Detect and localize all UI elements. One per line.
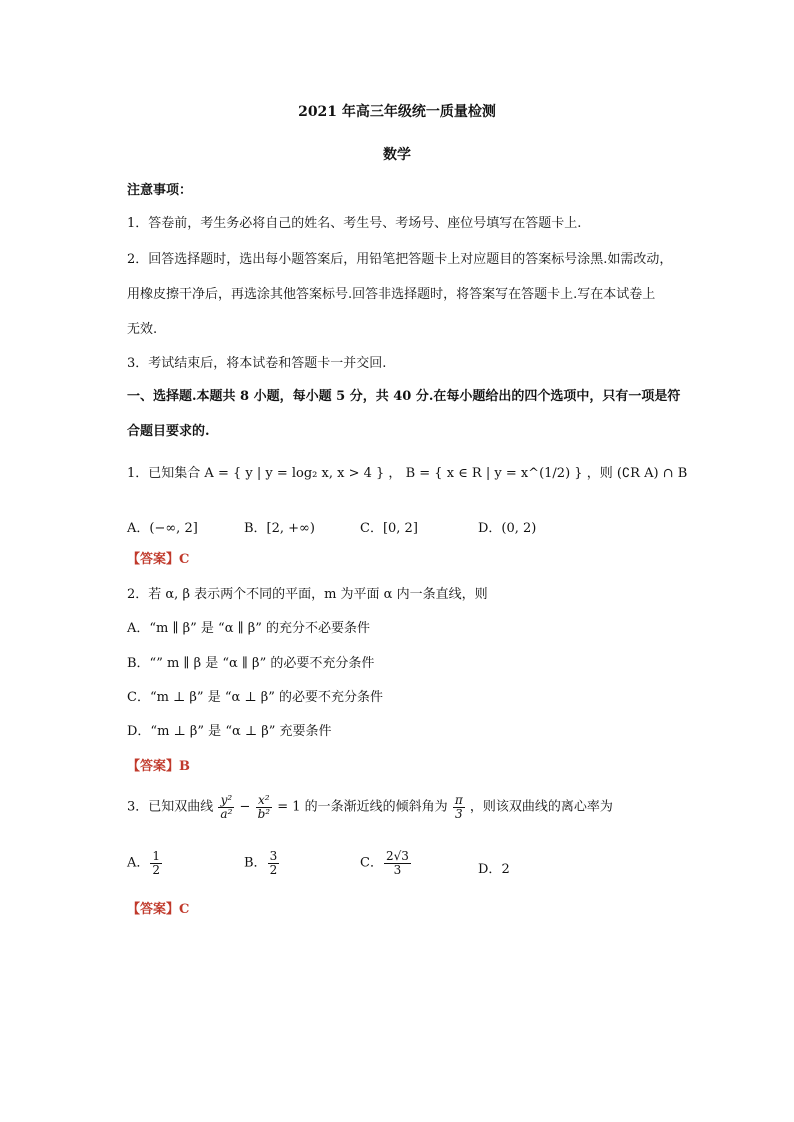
answer-value: B <box>179 759 191 774</box>
question-2-answer <box>127 759 190 775</box>
notice-item-2-line-3: 无效. <box>127 322 158 337</box>
question-1-stem: 1．已知集合 A = { y | y = log₂ x, x > 4 } ， B = { x ∈ R | y = x^(1/2) } ，则 (∁R A) ∩ B <box>127 466 688 481</box>
angle-pi-over-3: $\frac{\pi}{3}$ <box>454 793 463 821</box>
question-1-option-b: B．[2, +∞) <box>244 521 315 536</box>
question-3-prefix: 3．已知双曲线 <box>127 799 214 815</box>
notice-heading: 注意事项： <box>127 183 193 198</box>
exam-title: 2021 年高三年级统一质量检测 <box>298 104 496 120</box>
question-2-option-d: D．“m ⊥ β” 是 “α ⊥ β” 充要条件 <box>127 724 332 739</box>
question-1-set-a: A = { y | y = log₂ x, x > 4 } <box>204 466 385 481</box>
question-3-middle: 的一条渐近线的倾斜角为 <box>304 799 448 815</box>
section-1-line-1: 一、选择题.本题共 8 小题，每小题 5 分，共 40 分.在每小题给出的四个选项中，只有一项是符 <box>127 389 681 404</box>
question-1-prefix: 1．已知集合 <box>127 466 201 481</box>
notice-item-2-line-1: 2．回答选择题时，选出每小题答案后，用铅笔把答题卡上对应题目的答案标号涂黑.如需改动， <box>127 252 673 267</box>
question-1-option-a: A．(−∞, 2] <box>127 521 198 536</box>
question-1-option-c: C．[0, 2] <box>360 521 418 536</box>
question-1-answer <box>127 552 189 568</box>
question-3-option-d: D．2 <box>478 862 510 877</box>
question-3-stem: 3．已知双曲线 $\frac{\text{y²}}{\text{a²}}$ − $\frac{\text{x²}}{\text{b²}}$ = 1 的一条渐近线的倾斜角为 $\frac{\pi}{3}$ ，则该双曲线的离心率为 <box>127 793 613 821</box>
notice-item-1: 1．答卷前，考生务必将自己的姓名、考生号、考场号、座位号填写在答题卡上. <box>127 216 582 231</box>
notice-item-3: 3．考试结束后，将本试卷和答题卡一并交回. <box>127 356 387 371</box>
question-2-option-c: C．“m ⊥ β” 是 “α ⊥ β” 的必要不充分条件 <box>127 690 384 705</box>
answer-label: 【答案】 <box>127 902 180 917</box>
answer-label: 【答案】 <box>127 552 180 567</box>
question-3-option-a: A． $\frac{1}{2}$ <box>127 849 161 877</box>
hyperbola-term-y: $\frac{\text{y²}}{\text{a²}}$ <box>220 793 233 821</box>
hyperbola-term-x: $\frac{\text{x²}}{\text{b²}}$ <box>257 793 271 821</box>
question-1-set-b: B = { x ∈ R | y = x^(1/2) } <box>405 466 583 481</box>
question-3-suffix: ，则该双曲线的离心率为 <box>469 799 613 815</box>
answer-value: C <box>179 902 190 917</box>
question-1-option-d: D．(0, 2) <box>478 521 537 536</box>
answer-label: 【答案】 <box>127 759 180 774</box>
question-3-option-b: B． $\frac{3}{2}$ <box>244 849 278 877</box>
question-2-option-a: A．“m ∥ β” 是 “α ∥ β” 的充分不必要条件 <box>127 621 371 636</box>
answer-value: C <box>179 552 190 567</box>
section-1-line-2: 合题目要求的. <box>127 424 210 439</box>
notice-item-2-line-2: 用橡皮擦干净后，再选涂其他答案标号.回答非选择题时，将答案写在答题卡上.写在本试卷上 <box>127 287 656 302</box>
question-2-stem: 2．若 α, β 表示两个不同的平面，m 为平面 α 内一条直线，则 <box>127 587 488 602</box>
question-1-ask: ，则 (∁R A) ∩ B <box>586 466 688 481</box>
question-2-option-b: B．“” m ∥ β 是 “α ∥ β” 的必要不充分条件 <box>127 656 375 671</box>
question-3-answer <box>127 902 189 918</box>
subject-title: 数学 <box>383 147 411 163</box>
question-3-option-c: C． $\frac{2√3}{3}$ <box>360 849 409 877</box>
